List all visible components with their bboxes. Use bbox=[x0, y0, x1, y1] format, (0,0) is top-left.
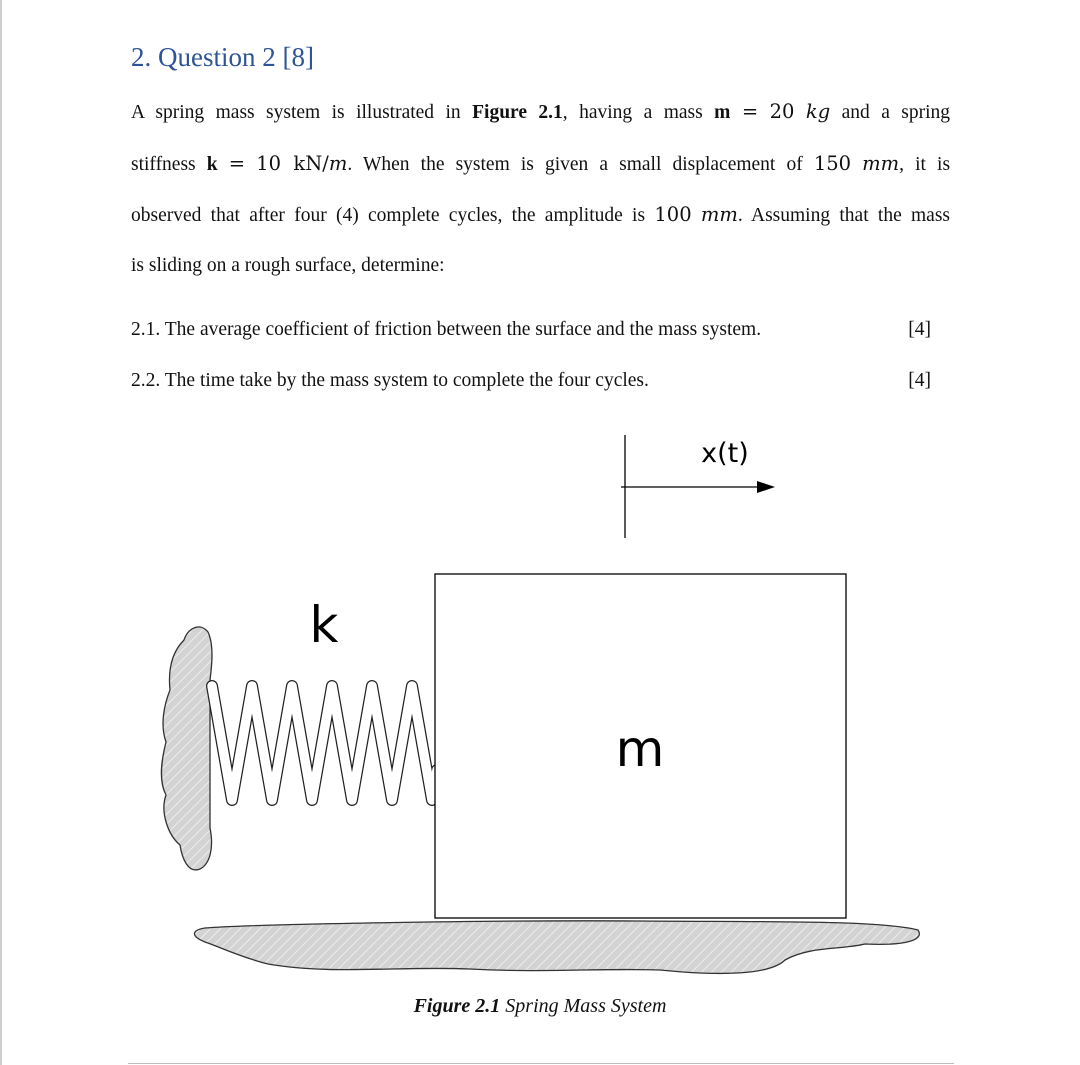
caption-title: Spring Mass System bbox=[500, 995, 667, 1017]
figure-caption bbox=[0, 995, 1080, 1018]
amplitude-value: 100 bbox=[654, 203, 692, 226]
text-run: observed that after four (4) complete cycles, the amplitude is bbox=[131, 205, 646, 226]
text-run: stiffness bbox=[131, 154, 196, 175]
caption-figure-number: Figure 2.1 bbox=[413, 995, 501, 1017]
figure-reference: Figure 2.1 bbox=[472, 102, 563, 123]
text-run: , having a mass bbox=[562, 102, 703, 123]
displacement-value: 150 bbox=[813, 152, 852, 175]
displacement-arrow bbox=[621, 435, 775, 538]
paragraph-line-4: is sliding on a rough surface, determine: bbox=[131, 255, 445, 276]
spring bbox=[212, 686, 437, 800]
displacement-label: x(t) bbox=[701, 438, 749, 469]
question-heading: 2. Question 2 [8] bbox=[131, 42, 314, 72]
mass-symbol: m bbox=[714, 102, 731, 123]
bottom-divider bbox=[128, 1063, 954, 1064]
amplitude-unit: mm bbox=[700, 203, 738, 226]
equals-sign: = bbox=[741, 100, 759, 123]
ground-surface bbox=[194, 921, 919, 974]
question-marks: [4] bbox=[908, 319, 931, 340]
question-marks: [4] bbox=[908, 370, 931, 391]
stiffness-value: 10 kN/ bbox=[256, 152, 329, 175]
spring-label: k bbox=[309, 596, 339, 654]
stiffness-unit: m bbox=[328, 152, 348, 175]
mass-value: 20 bbox=[769, 100, 795, 123]
question-text: 2.2. The time take by the mass system to complete the four cycles. bbox=[131, 370, 649, 391]
text-run: and a spring bbox=[841, 102, 951, 123]
text-run: , it is bbox=[899, 154, 951, 175]
text-run: A spring mass system is illustrated in bbox=[131, 102, 461, 123]
displacement-unit: mm bbox=[862, 152, 900, 175]
mass-unit: kg bbox=[805, 100, 831, 123]
question-text: 2.1. The average coefficient of friction between the surface and the mass system. bbox=[131, 319, 762, 340]
equals-sign: = bbox=[228, 152, 246, 175]
text-run: . When the system is given a small displacement of bbox=[347, 154, 803, 175]
fixed-wall bbox=[161, 627, 212, 870]
text-run: . Assuming that the mass bbox=[737, 205, 951, 226]
mass-label: m bbox=[615, 720, 665, 778]
stiffness-symbol: k bbox=[206, 154, 218, 175]
